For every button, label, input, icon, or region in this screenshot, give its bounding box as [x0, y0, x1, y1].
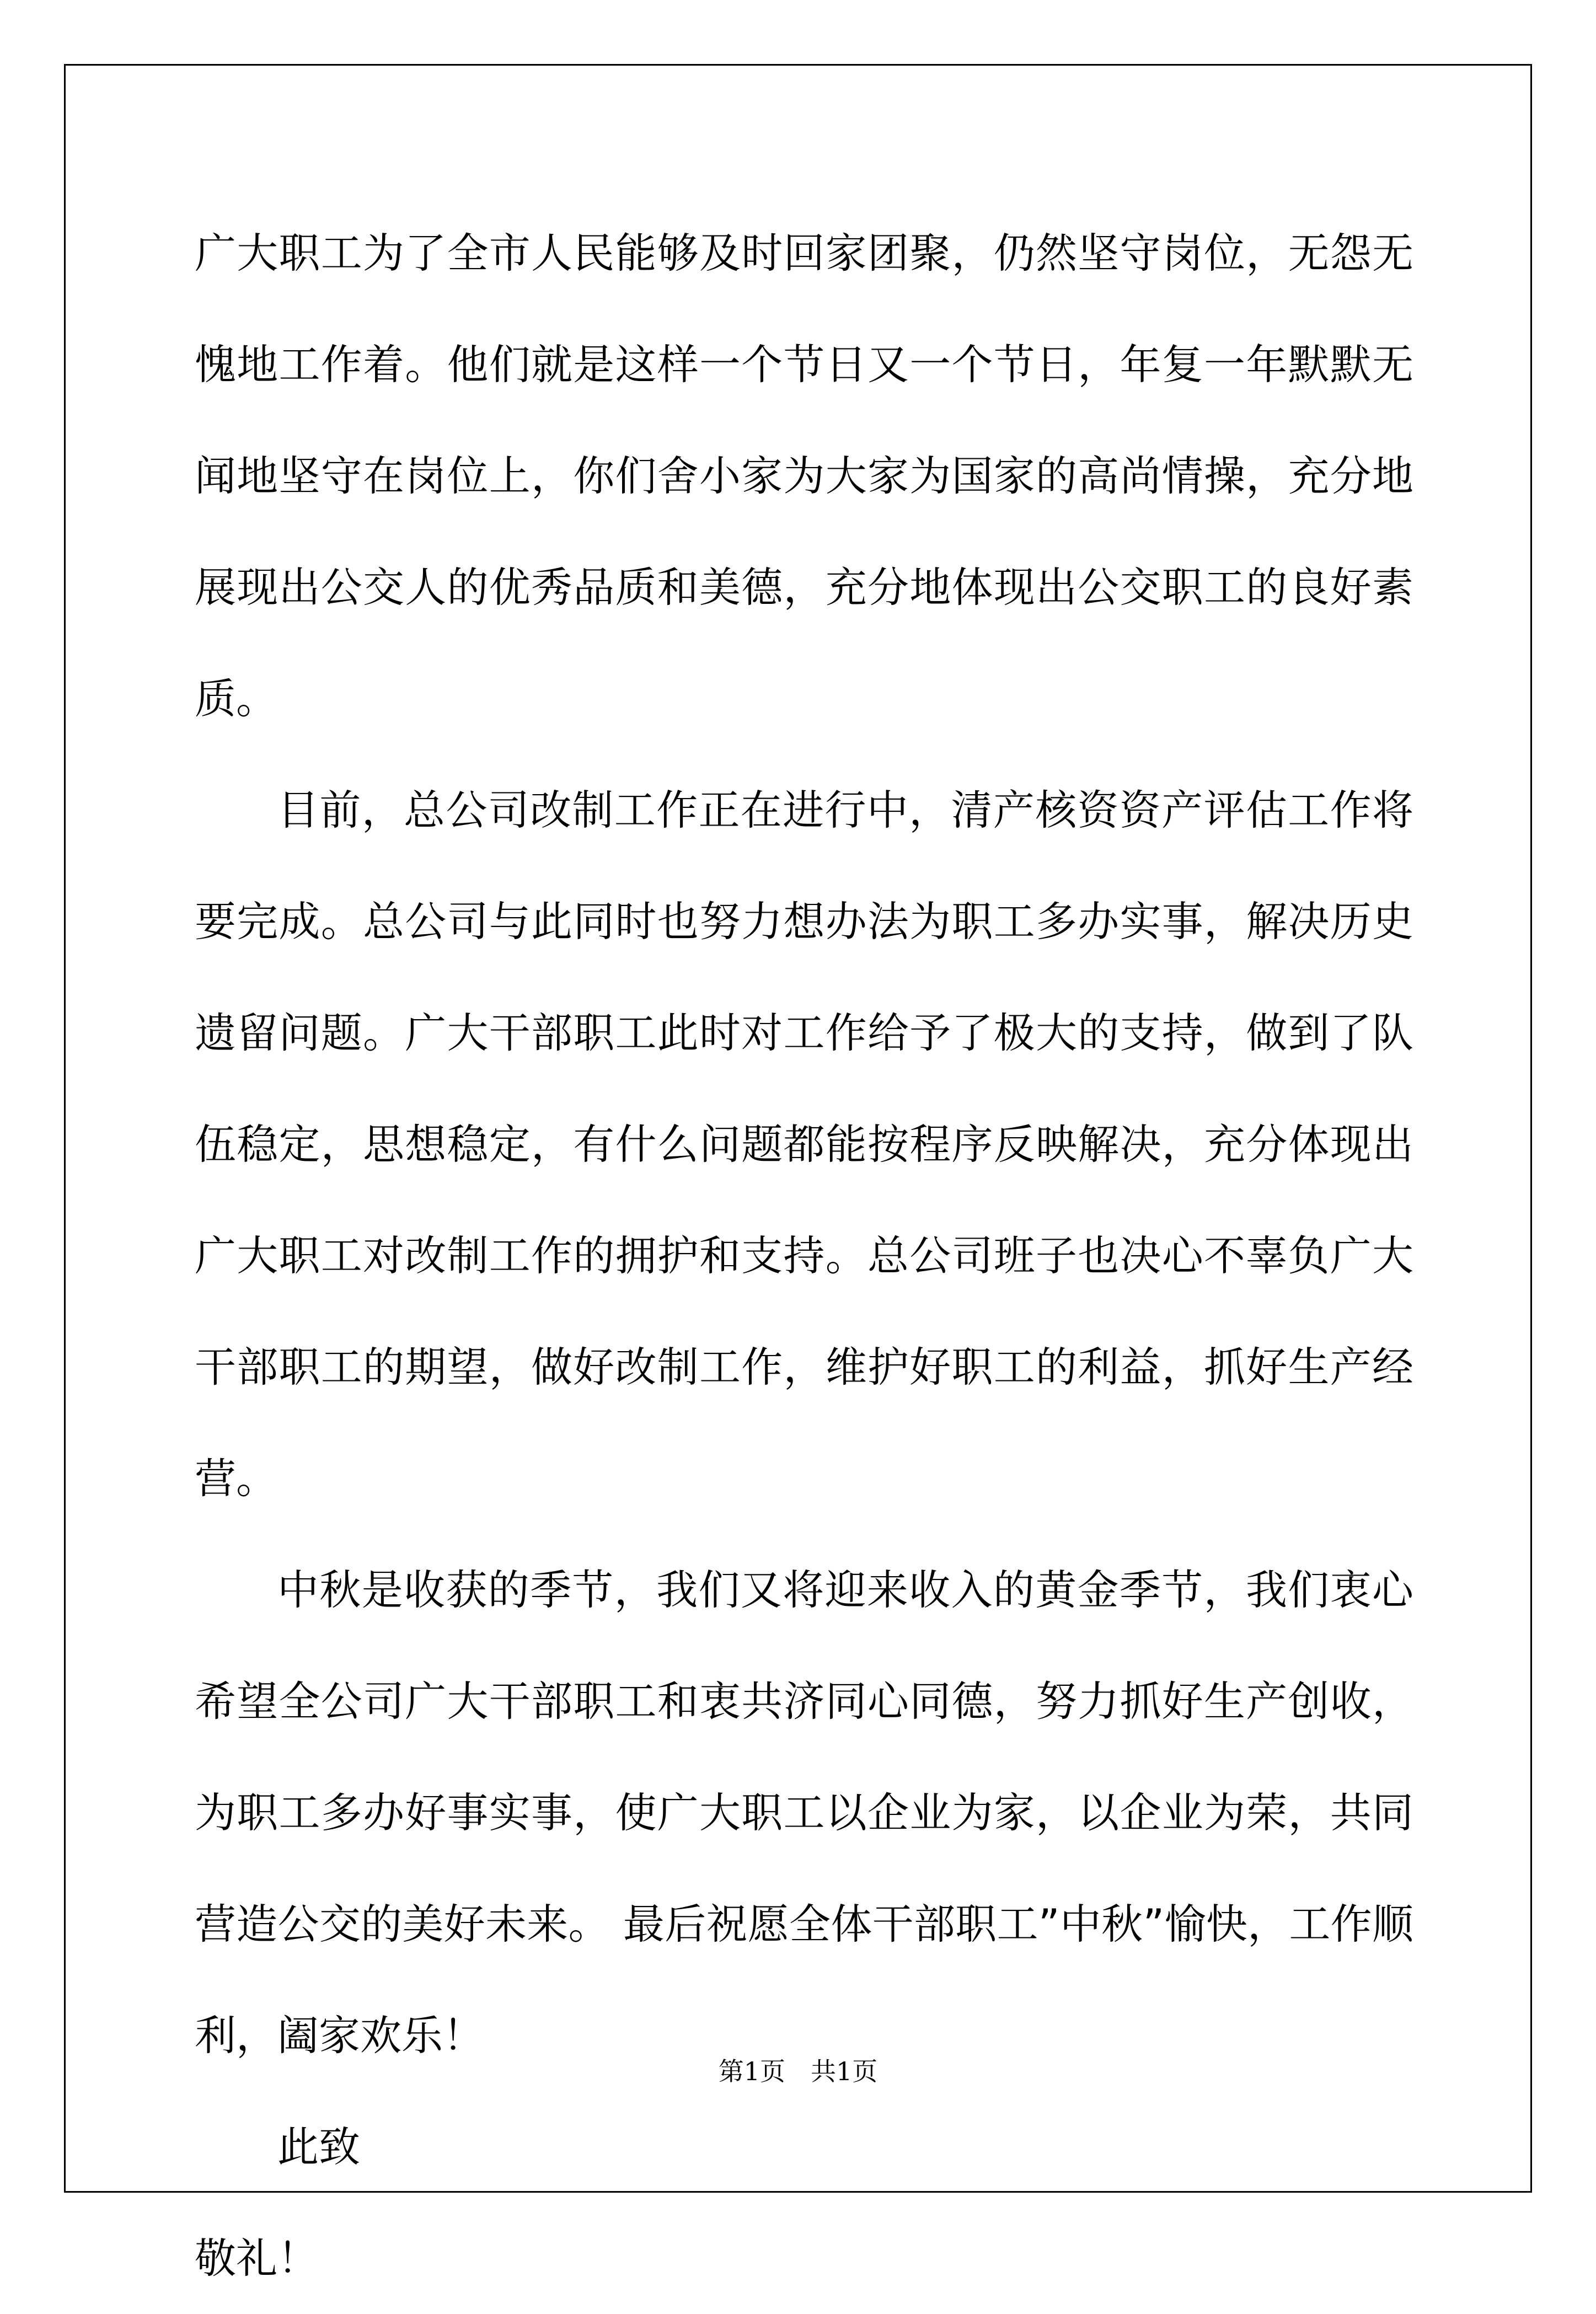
- letter-body: [195, 197, 1413, 2314]
- paragraph-continuation: 广大职工为了全市人民能够及时回家团聚，仍然坚守岗位，无怨无愧地工作着。他们就是这样一个节日又一个节日，年复一年默默无闻地坚守在岗位上，你们舍小家为大家为国家的高尚情操，充分地展现出公交人的优秀品质和美德，充分地体现出公交职工的良好素质。: [195, 229, 1413, 723]
- closing-salutation: 此致: [277, 2123, 361, 2171]
- page-number-footer: 第1页 共1页: [718, 2056, 878, 2086]
- closing-regards: 敬礼！: [195, 2234, 319, 2283]
- paragraph-mid-autumn: 中秋是收获的季节，我们又将迎来收入的黄金季节，我们衷心希望全公司广大干部职工和衷共济同心同德，努力抓好生产创收，为职工多办好事实事，使广大职工以企业为家，以企业为荣，共同营造公交的美好未来。 最后祝愿全体干部职工”中秋”愉快，工作顺利，阖家欢乐！: [195, 1566, 1413, 2060]
- paragraph-reform: 目前，总公司改制工作正在进行中，清产核资资产评估工作将要完成。总公司与此同时也努力想办法为职工多办实事，解决历史遗留问题。广大干部职工此时对工作给予了极大的支持，做到了队伍稳定，思想稳定，有什么问题都能按程序反映解决，充分体现出广大职工对改制工作的拥护和支持。总公司班子也决心不辜负广大干部职工的期望，做好改制工作，维护好职工的利益，抓好生产经营。: [195, 786, 1413, 1503]
